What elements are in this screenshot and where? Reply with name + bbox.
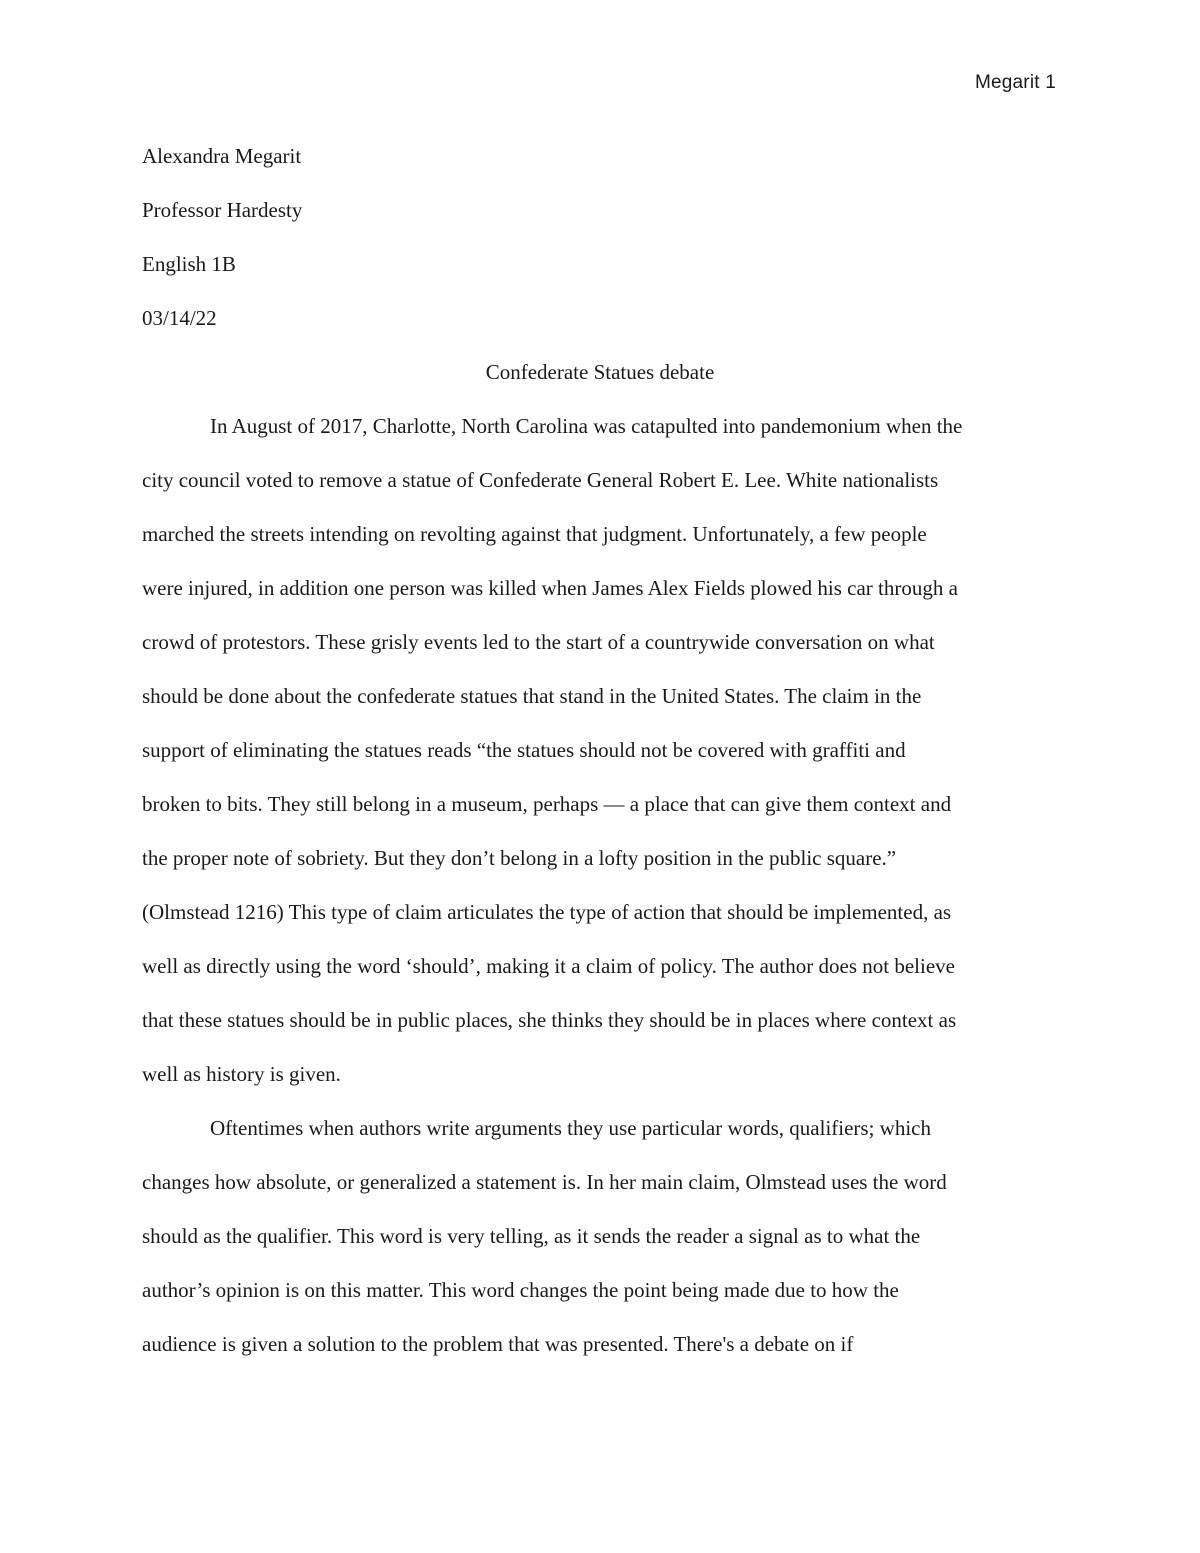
paragraph-line: broken to bits. They still belong in a museum, perhaps — a place that can give them context and <box>142 792 952 816</box>
author-name: Alexandra Megarit <box>142 144 302 168</box>
paragraph-line: well as directly using the word ‘should’, making it a claim of policy. The author does not believe <box>142 954 955 978</box>
paragraph-line: well as history is given. <box>142 1062 341 1086</box>
paragraph-1 <box>142 399 1058 1101</box>
paragraph-line: author’s opinion is on this matter. This word changes the point being made due to how the <box>142 1278 899 1302</box>
paragraph-line: support of eliminating the statues reads “the statues should not be covered with graffiti and <box>142 738 906 762</box>
paragraph-line: city council voted to remove a statue of Confederate General Robert E. Lee. White nationalists <box>142 468 939 492</box>
paragraph-line: changes how absolute, or generalized a statement is. In her main claim, Olmstead uses the word <box>142 1170 947 1194</box>
essay-date: 03/14/22 <box>142 306 217 330</box>
paragraph-line: should be done about the confederate statues that stand in the United States. The claim in the <box>142 684 922 708</box>
paragraph-line: were injured, in addition one person was killed when James Alex Fields plowed his car through a <box>142 576 958 600</box>
paragraph-line: crowd of protestors. These grisly events led to the start of a countrywide conversation on what <box>142 630 935 654</box>
paragraph-line: the proper note of sobriety. But they don’t belong in a lofty position in the public square.” <box>142 846 897 870</box>
instructor-name: Professor Hardesty <box>142 198 303 222</box>
course-name: English 1B <box>142 252 236 276</box>
paragraph-2 <box>142 1101 1058 1371</box>
paragraph-line: should as the qualifier. This word is very telling, as it sends the reader a signal as to what the <box>142 1224 921 1248</box>
paragraph-line: that these statues should be in public places, she thinks they should be in places where context as <box>142 1008 957 1032</box>
essay-title: Confederate Statues debate <box>485 360 715 384</box>
essay-body <box>142 129 1058 1371</box>
paragraph-line: (Olmstead 1216) This type of claim articulates the type of action that should be implemented, as <box>142 900 952 924</box>
paragraph-line: marched the streets intending on revolting against that judgment. Unfortunately, a few people <box>142 522 927 546</box>
paragraph-line: audience is given a solution to the problem that was presented. There's a debate on if <box>142 1332 854 1356</box>
paragraph-line: Oftentimes when authors write arguments they use particular words, qualifiers; which <box>210 1116 932 1140</box>
running-head: Megarit 1 <box>974 72 1056 93</box>
paragraph-line: In August of 2017, Charlotte, North Carolina was catapulted into pandemonium when the <box>210 414 963 438</box>
